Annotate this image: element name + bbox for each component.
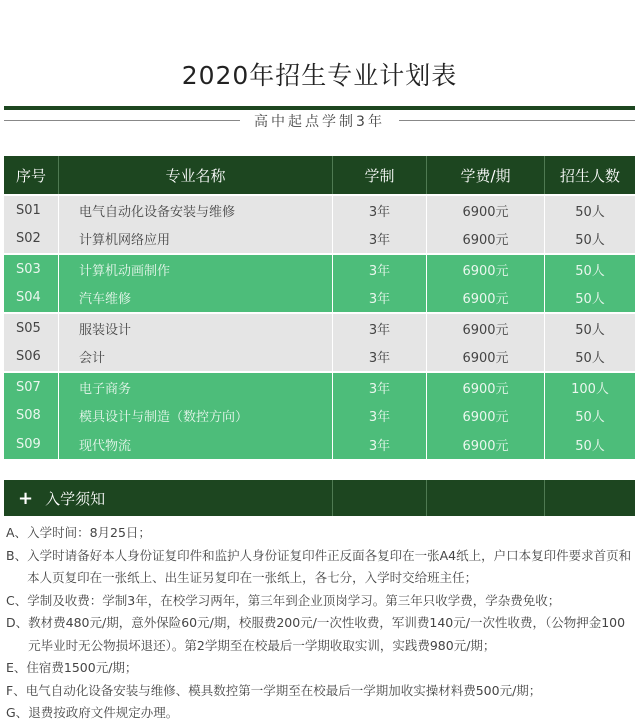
- cell-duration: 3年: [333, 255, 427, 284]
- notice-list: [6, 522, 634, 719]
- cell-duration: 3年: [333, 284, 427, 313]
- cell-enrollment: 50人: [575, 263, 605, 279]
- cell-major: 计算机网络应用: [59, 225, 333, 254]
- notice-item-text: 住宿费1500元/期；: [26, 660, 138, 675]
- table-row-group: [4, 255, 635, 312]
- cell-tuition: 6900元: [427, 196, 545, 225]
- table-row: [4, 255, 635, 284]
- cell-number: S08: [4, 402, 59, 431]
- cell-duration: 3年: [333, 402, 427, 431]
- cell-number: S02: [4, 225, 59, 254]
- notice-item: [6, 522, 634, 545]
- notice-item-text: 退费按政府文件规定办理。: [28, 705, 179, 719]
- cell-enrollment: 100人: [571, 381, 609, 397]
- table-row: [4, 343, 635, 372]
- notice-item-text: 电气自动化设备安装与维修、模具数控第一学期至在校最后一学期加收实操材料费500元/期；: [25, 682, 542, 698]
- table-row: [4, 196, 635, 225]
- notice-item-tag: C、: [6, 592, 28, 608]
- cell-major: 会计: [59, 343, 333, 372]
- cell-duration: 3年: [333, 314, 427, 343]
- table-row: [4, 314, 635, 343]
- cell-major: 计算机动画制作: [59, 255, 333, 284]
- page-title: 2020年招生专业计划表: [181, 61, 458, 90]
- notice-item: [6, 702, 634, 719]
- notice-title-cell: [4, 480, 333, 516]
- notice-item: [6, 545, 634, 590]
- cell-major: 电子商务: [59, 373, 333, 402]
- cell-duration: 3年: [333, 373, 427, 402]
- notice-item: [6, 590, 634, 613]
- title-divider: [4, 106, 635, 110]
- header-cell-major: 专业名称: [59, 156, 333, 194]
- cell-number: S04: [4, 284, 59, 313]
- notice-item: [6, 680, 634, 703]
- cell-major: 电气自动化设备安装与维修: [59, 196, 333, 225]
- header-cell-tuition: 学费/期: [427, 156, 545, 194]
- cell-tuition: 6900元: [427, 402, 545, 431]
- cell-number: S07: [4, 373, 59, 402]
- table-row: [4, 402, 635, 431]
- cell-major: 模具设计与制造（数控方向）: [59, 402, 333, 431]
- table-row: [4, 430, 635, 459]
- header-cell-duration: 学制: [333, 156, 427, 194]
- notice-header: [4, 480, 635, 516]
- cell-enrollment: 50人: [575, 204, 605, 220]
- cell-number: S01: [4, 196, 59, 225]
- notice-bar-cell: [427, 480, 545, 516]
- subtitle-text: 高中起点学制3年: [240, 114, 399, 130]
- table-row-group: [4, 196, 635, 253]
- cell-number: S05: [4, 314, 59, 343]
- table-row: [4, 225, 635, 254]
- header-cell-number: 序号: [4, 156, 59, 194]
- table-row-group: [4, 314, 635, 371]
- notice-title: 入学须知: [45, 489, 106, 508]
- notice-item: [6, 657, 634, 680]
- header-cell-enrollment: 招生人数: [559, 166, 620, 185]
- cell-enrollment: 50人: [575, 322, 605, 338]
- notice-item-tag: D、: [6, 615, 29, 630]
- notice-item-text: 学制及收费：学制3年，在校学习两年，第三年到企业顶岗学习。第三年只收学费，学杂费免收；: [27, 592, 561, 608]
- cell-enrollment: 50人: [575, 410, 605, 426]
- table-row: [4, 284, 635, 313]
- cell-tuition: 6900元: [427, 314, 545, 343]
- cell-tuition: 6900元: [427, 343, 545, 372]
- cell-enrollment: 50人: [575, 233, 605, 249]
- cell-duration: 3年: [333, 430, 427, 459]
- cell-tuition: 6900元: [427, 225, 545, 254]
- cell-enrollment: 50人: [575, 438, 605, 454]
- cell-number: S03: [4, 255, 59, 284]
- notice-item-text: 教材费480元/期，意外保险60元/期，校服费200元/一次性收费，军训费140元/一次性收费，（公物押金100元毕业时无公物损坏退还）。第2学期至在校最后一学期收取实训，实践费980元/期；: [28, 615, 626, 653]
- cell-duration: 3年: [333, 343, 427, 372]
- cell-tuition: 6900元: [427, 430, 545, 459]
- notice-item-text: 入学时请备好本人身份证复印件和监护人身份证复印件正反面各复印在一张A4纸上，户口本复印件要求首页和本人页复印在一张纸上、出生证另复印在一张纸上，各七分，入学时交给班主任；: [27, 547, 632, 585]
- plus-icon: +: [18, 487, 34, 509]
- subtitle: [0, 111, 639, 131]
- cell-tuition: 6900元: [427, 255, 545, 284]
- cell-enrollment: 50人: [575, 292, 605, 308]
- cell-major: 服装设计: [59, 314, 333, 343]
- table-header: [4, 156, 635, 194]
- cell-enrollment: 50人: [575, 351, 605, 367]
- notice-item-tag: A、: [6, 525, 28, 540]
- cell-number: S09: [4, 430, 59, 459]
- cell-duration: 3年: [333, 196, 427, 225]
- cell-tuition: 6900元: [427, 284, 545, 313]
- cell-major: 现代物流: [59, 430, 333, 459]
- notice-item-text: 入学时间：8月25日；: [27, 525, 151, 540]
- table-row-group: [4, 373, 635, 459]
- notice-bar-cell: [333, 480, 427, 516]
- notice-item-tag: B、: [6, 547, 28, 563]
- notice-item: [6, 612, 634, 657]
- cell-major: 汽车维修: [59, 284, 333, 313]
- notice-bar-cell: [545, 480, 635, 516]
- notice-item-tag: F、: [6, 682, 26, 698]
- cell-number: S06: [4, 343, 59, 372]
- notice-item-tag: G、: [6, 705, 29, 719]
- notice-item-tag: E、: [6, 660, 27, 675]
- table-row: [4, 373, 635, 402]
- cell-duration: 3年: [333, 225, 427, 254]
- cell-tuition: 6900元: [427, 373, 545, 402]
